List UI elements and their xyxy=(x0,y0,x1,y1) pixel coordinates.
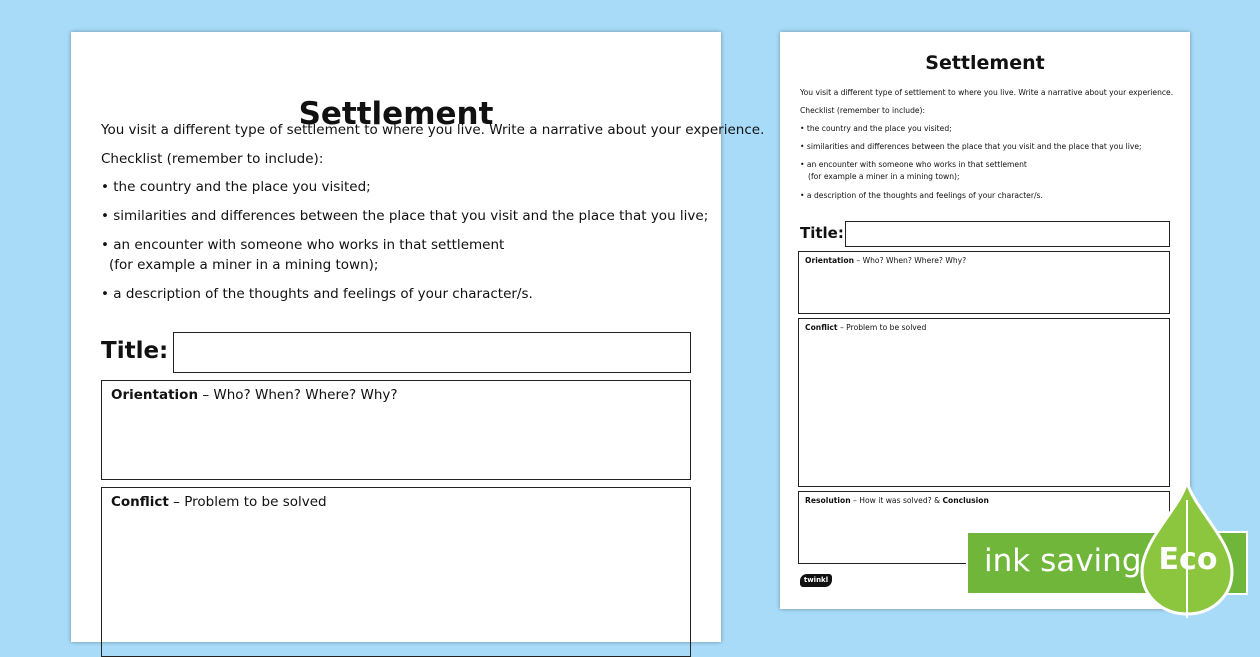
title-label: Title: xyxy=(101,338,169,364)
checklist-item: • an encounter with someone who works in that settlement xyxy=(101,237,505,253)
title-input-box[interactable] xyxy=(173,332,691,373)
ink-saving-text: ink saving xyxy=(984,543,1142,579)
checklist-item: • the country and the place you visited; xyxy=(101,179,371,195)
title-label: Title: xyxy=(800,224,844,242)
checklist-item: • similarities and differences between the place that you visit and the place that you live; xyxy=(800,142,1142,151)
checklist-item-example: (for example a miner in a mining town); xyxy=(109,257,379,273)
worksheet-preview-small xyxy=(780,32,1190,609)
orientation-heading: Orientation – Who? When? Where? Why? xyxy=(805,256,967,265)
checklist-heading: Checklist (remember to include): xyxy=(101,151,324,167)
checklist-heading: Checklist (remember to include): xyxy=(800,106,926,115)
orientation-box[interactable] xyxy=(798,251,1170,314)
conflict-box[interactable] xyxy=(101,487,691,657)
eco-label: Eco xyxy=(1158,542,1218,577)
orientation-heading: Orientation – Who? When? Where? Why? xyxy=(111,387,398,403)
checklist-item: • similarities and differences between the place that you visit and the place that you live; xyxy=(101,208,709,224)
intro-text: You visit a different type of settlement to where you live. Write a narrative about your experience. xyxy=(800,88,1174,97)
conflict-heading: Conflict – Problem to be solved xyxy=(111,494,327,510)
twinkl-logo: twinkl xyxy=(800,574,832,587)
worksheet-title: Settlement xyxy=(298,96,494,132)
worksheet-preview-large xyxy=(71,32,765,642)
intro-text: You visit a different type of settlement to where you live. Write a narrative about your experience. xyxy=(101,122,765,138)
worksheet-title: Settlement xyxy=(925,52,1045,74)
checklist-item: • the country and the place you visited; xyxy=(800,124,952,133)
checklist-item-example: (for example a miner in a mining town); xyxy=(808,172,960,181)
checklist-item: • a description of the thoughts and feelings of your character/s. xyxy=(101,286,533,302)
conflict-heading: Conflict – Problem to be solved xyxy=(805,323,927,332)
conflict-box[interactable] xyxy=(798,318,1170,487)
checklist-item: • a description of the thoughts and feelings of your character/s. xyxy=(800,191,1043,200)
checklist-item: • an encounter with someone who works in that settlement xyxy=(800,160,1027,169)
resolution-heading: Resolution – How it was solved? & Conclusion xyxy=(805,496,989,505)
orientation-box[interactable] xyxy=(101,380,691,480)
title-input-box[interactable] xyxy=(845,221,1170,247)
